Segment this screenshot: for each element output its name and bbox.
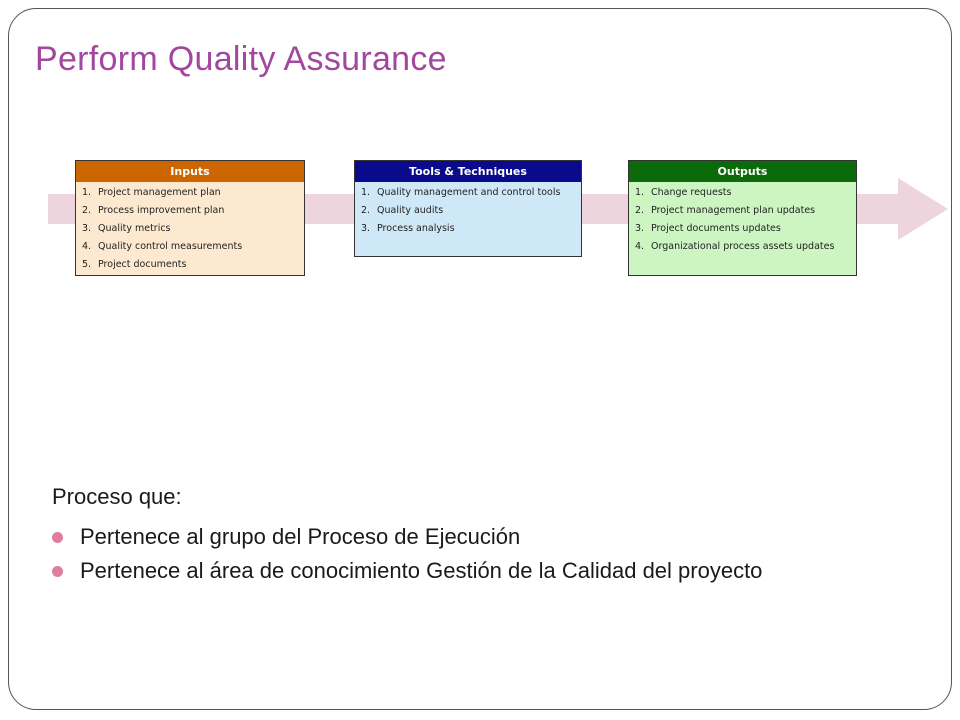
list-item: 1. Change requests bbox=[635, 187, 732, 198]
body-text bbox=[52, 484, 762, 588]
intro-text: Proceso que: bbox=[52, 484, 182, 509]
list-item: 1. Quality management and control tools bbox=[361, 187, 561, 198]
inputs-box bbox=[75, 160, 305, 276]
outputs-list bbox=[629, 182, 856, 258]
inputs-list bbox=[76, 182, 304, 276]
list-item: 3. Quality metrics bbox=[82, 223, 171, 234]
list-item: 4. Organizational process assets updates bbox=[635, 241, 835, 252]
tools-techniques-box bbox=[354, 160, 582, 257]
list-item: 5. Project documents bbox=[82, 259, 187, 270]
list-item: 1. Project management plan bbox=[82, 187, 221, 198]
list-item: 2. Quality audits bbox=[361, 205, 444, 216]
list-item: 3. Process analysis bbox=[361, 223, 455, 234]
bullet-item: Pertenece al grupo del Proceso de Ejecución bbox=[52, 520, 762, 554]
slide-frame bbox=[8, 8, 952, 710]
slide-title: Perform Quality Assurance bbox=[35, 40, 447, 78]
bullet-list bbox=[52, 520, 762, 588]
bullet-item: Pertenece al área de conocimiento Gestión de la Calidad del proyecto bbox=[52, 554, 762, 588]
outputs-header: Outputs bbox=[629, 161, 856, 182]
list-item: 2. Process improvement plan bbox=[82, 205, 225, 216]
bullet-icon bbox=[52, 532, 63, 543]
tools-header: Tools & Techniques bbox=[355, 161, 581, 182]
list-item: 4. Quality control measurements bbox=[82, 241, 243, 252]
inputs-header: Inputs bbox=[76, 161, 304, 182]
outputs-box bbox=[628, 160, 857, 276]
tools-list bbox=[355, 182, 581, 240]
bullet-icon bbox=[52, 566, 63, 577]
list-item: 3. Project documents updates bbox=[635, 223, 781, 234]
list-item: 2. Project management plan updates bbox=[635, 205, 816, 216]
